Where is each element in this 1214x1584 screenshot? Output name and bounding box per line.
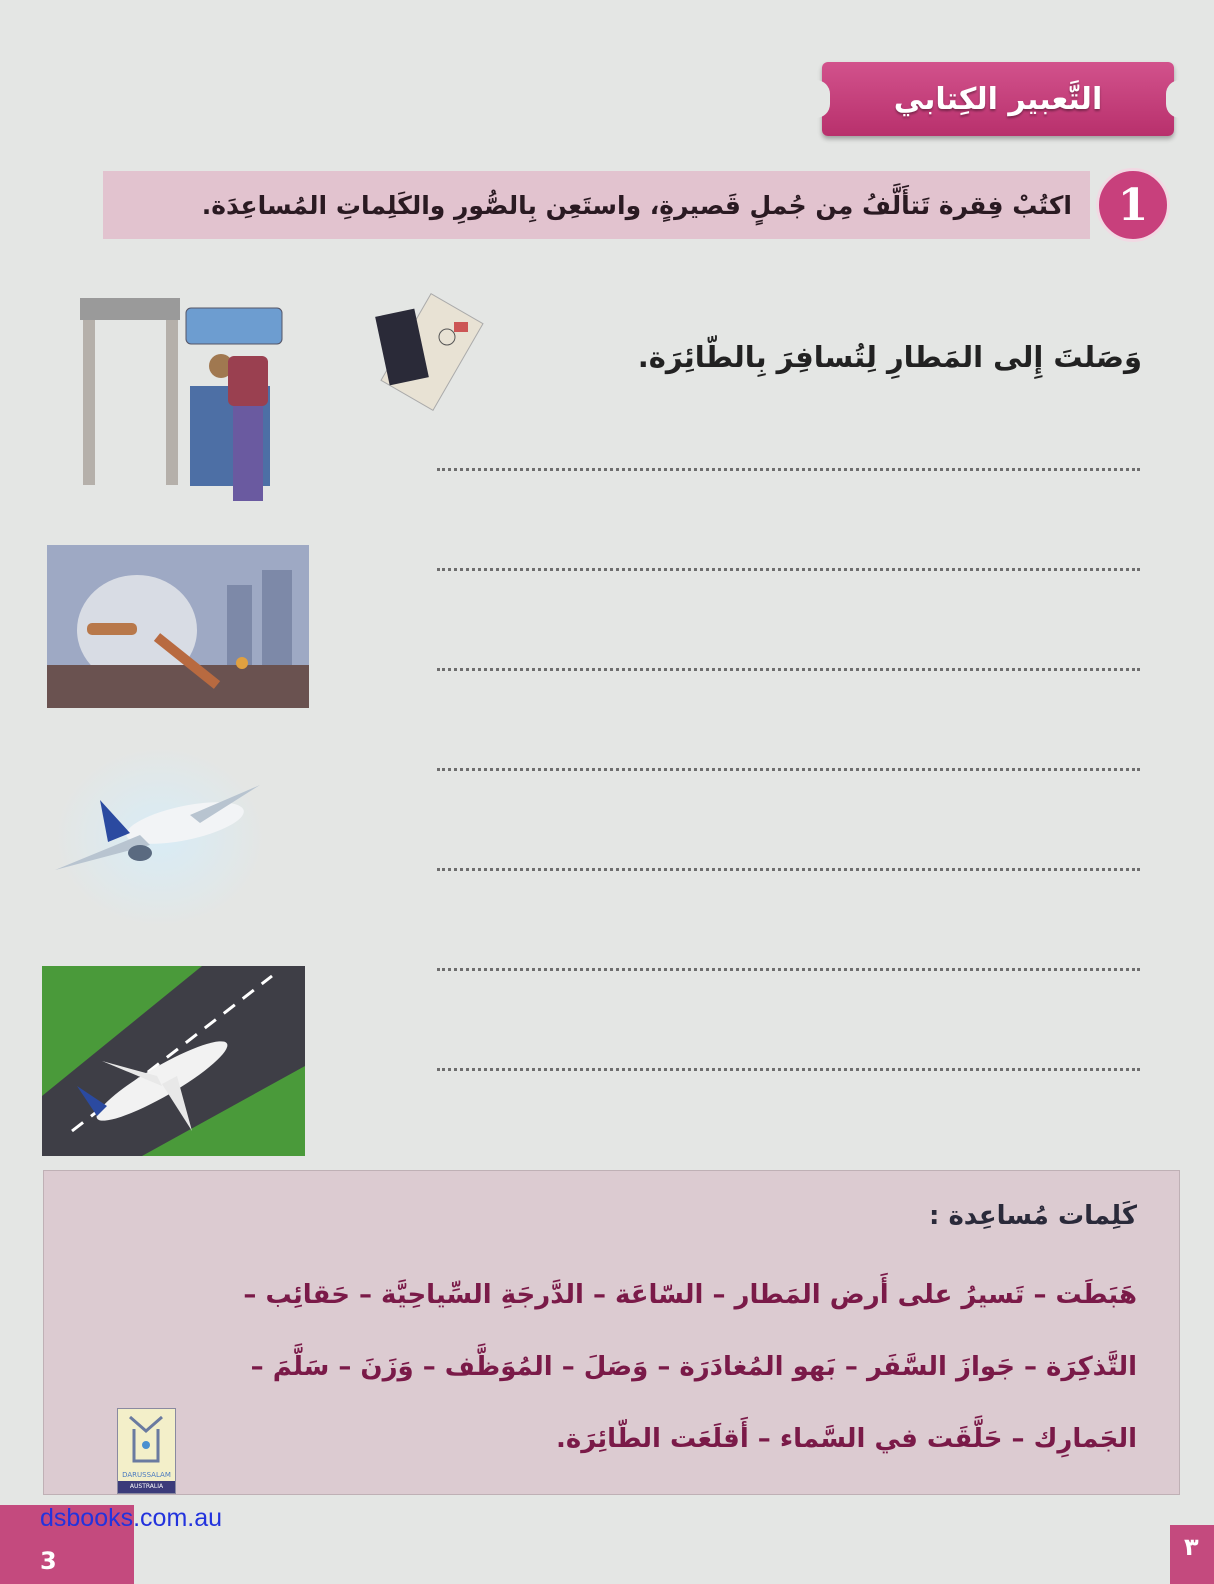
writing-line[interactable]	[437, 668, 1140, 671]
airport-security-image	[78, 296, 308, 506]
plane-on-runway-image	[42, 966, 305, 1156]
website-watermark[interactable]: dsbooks.com.au	[40, 1504, 223, 1532]
boarding-plane-image	[47, 545, 309, 708]
page-number-left: 3	[40, 1547, 57, 1575]
exercise-instruction: اكتُبْ فِقرة تَتأَلَّفُ مِن جُملٍ قَصيرةٍ، واستَعِن بِالصُّورِ والكَلِماتِ المُساعِدَة.	[103, 171, 1090, 239]
logo-name: DARUSSALAM	[122, 1471, 171, 1479]
helper-words-line: هَبَطَت – تَسيرُ على أَرض المَطار – السّاعَة – الدَّرجَةِ السِّياحِيَّة – حَقائِب –	[243, 1280, 1137, 1310]
helper-words-box	[43, 1170, 1180, 1495]
writing-line[interactable]	[437, 468, 1140, 471]
helper-words-line: الجَمارِك – حَلَّقَت في السَّماء – أَقلَعَت الطّائِرَة.	[556, 1424, 1137, 1454]
helper-words-heading: كَلِمات مُساعِدة :	[929, 1201, 1137, 1231]
logo-region: AUSTRALIA	[118, 1481, 175, 1493]
writing-line[interactable]	[437, 1068, 1140, 1071]
darussalam-logo	[117, 1408, 176, 1494]
helper-words-line: التَّذكِرَة – جَوازَ السَّفَر – بَهو المُغادَرَة – وَصَلَ – المُوَظَّف – وَزَنَ – سَلَّمَ –	[250, 1352, 1137, 1382]
exercise-number: 1	[1096, 168, 1170, 242]
writing-line[interactable]	[437, 568, 1140, 571]
logo-emblem-icon	[118, 1409, 175, 1467]
writing-line[interactable]	[437, 768, 1140, 771]
page-number-tab-right	[1170, 1525, 1214, 1584]
starter-sentence: وَصَلتَ إِلى المَطارِ لِتُسافِرَ بِالطّائِرَة.	[637, 340, 1142, 374]
section-title: التَّعبير الكِتابي	[822, 62, 1174, 136]
boarding-pass-image	[372, 292, 487, 417]
writing-line[interactable]	[437, 868, 1140, 871]
plane-in-sky-image	[50, 745, 265, 930]
page-number-right: ٣	[1184, 1533, 1199, 1561]
writing-line[interactable]	[437, 968, 1140, 971]
